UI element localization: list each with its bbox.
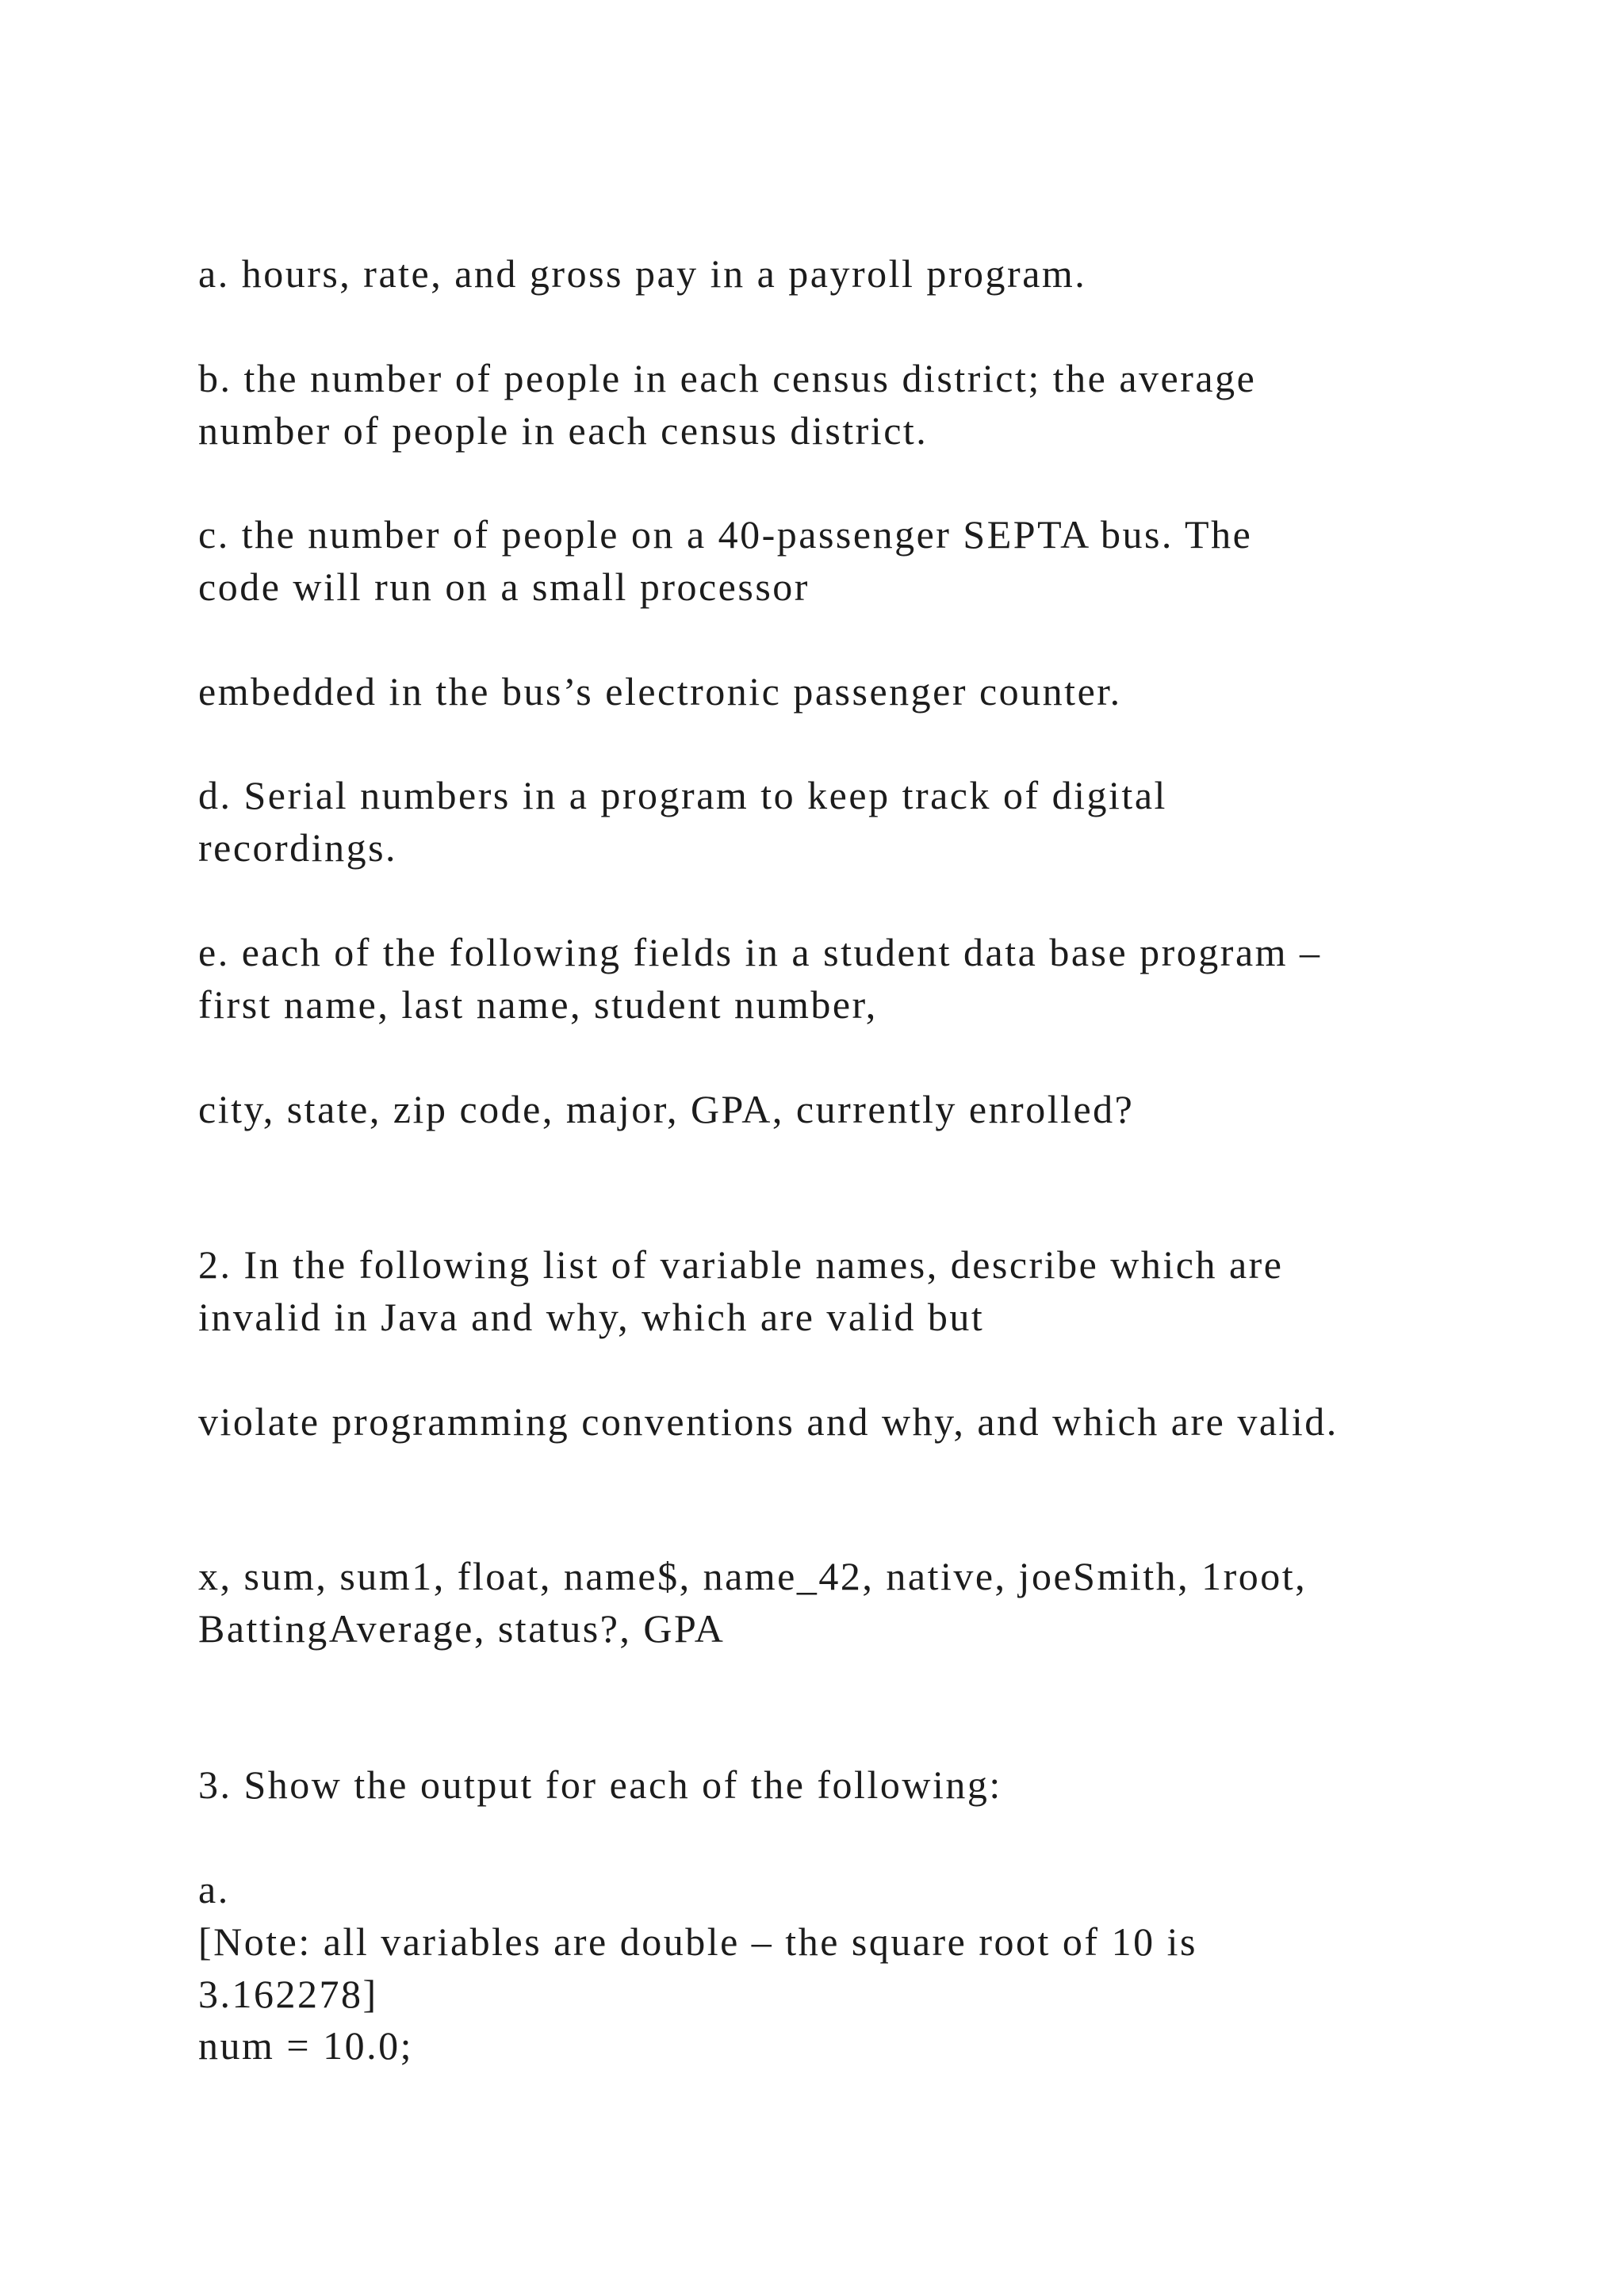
text-line: x, sum, sum1, float, name$, name_42, native, joeSmith, 1root,	[198, 1554, 1308, 1598]
text-line: 3.162278]	[198, 1972, 378, 2016]
question-1e	[198, 926, 1322, 1031]
text-line: embedded in the bus’s electronic passenger counter.	[198, 669, 1122, 714]
text-line: recordings.	[198, 825, 398, 870]
text-line: code will run on a small processor	[198, 564, 810, 609]
text-line: num = 10.0;	[198, 2023, 413, 2068]
text-line: 3. Show the output for each of the following:	[198, 1762, 1002, 1807]
text-line: e. each of the following fields in a student data base program –	[198, 930, 1322, 974]
code-line	[198, 2019, 413, 2072]
text-line: violate programming conventions and why, and which are valid.	[198, 1399, 1339, 1444]
question-1e-continued	[198, 1083, 1134, 1135]
variable-name-list	[198, 1550, 1307, 1655]
question-1c-continued	[198, 665, 1122, 718]
item-text: [Note: all variables are double – the square root of 10 is	[198, 1919, 1197, 1964]
question-3	[198, 1758, 1002, 1811]
text-line: invalid in Java and why, which are valid but	[198, 1295, 985, 1339]
text-line: BattingAverage, status?, GPA	[198, 1606, 726, 1651]
text-line: d. Serial numbers in a program to keep track of digital	[198, 773, 1167, 817]
text-line: b. the number of people in each census district; the average	[198, 356, 1257, 400]
question-2	[198, 1238, 1284, 1343]
item-label: a.	[198, 1867, 230, 1911]
question-1d	[198, 769, 1167, 874]
question-2-continued	[198, 1395, 1339, 1448]
question-1c	[198, 508, 1252, 613]
text-line: 2. In the following list of variable names, describe which are	[198, 1242, 1284, 1287]
text-line: a. hours, rate, and gross pay in a payroll program.	[198, 251, 1087, 296]
text-line	[198, 1863, 1197, 1968]
question-1a	[198, 247, 1086, 300]
question-3a	[198, 1863, 1197, 2020]
question-1b	[198, 352, 1256, 457]
text-line: c. the number of people on a 40-passenger SEPTA bus. The	[198, 512, 1253, 557]
text-line: city, state, zip code, major, GPA, currently enrolled?	[198, 1087, 1135, 1131]
text-line: first name, last name, student number,	[198, 982, 878, 1027]
text-line: number of people in each census district.	[198, 408, 929, 453]
